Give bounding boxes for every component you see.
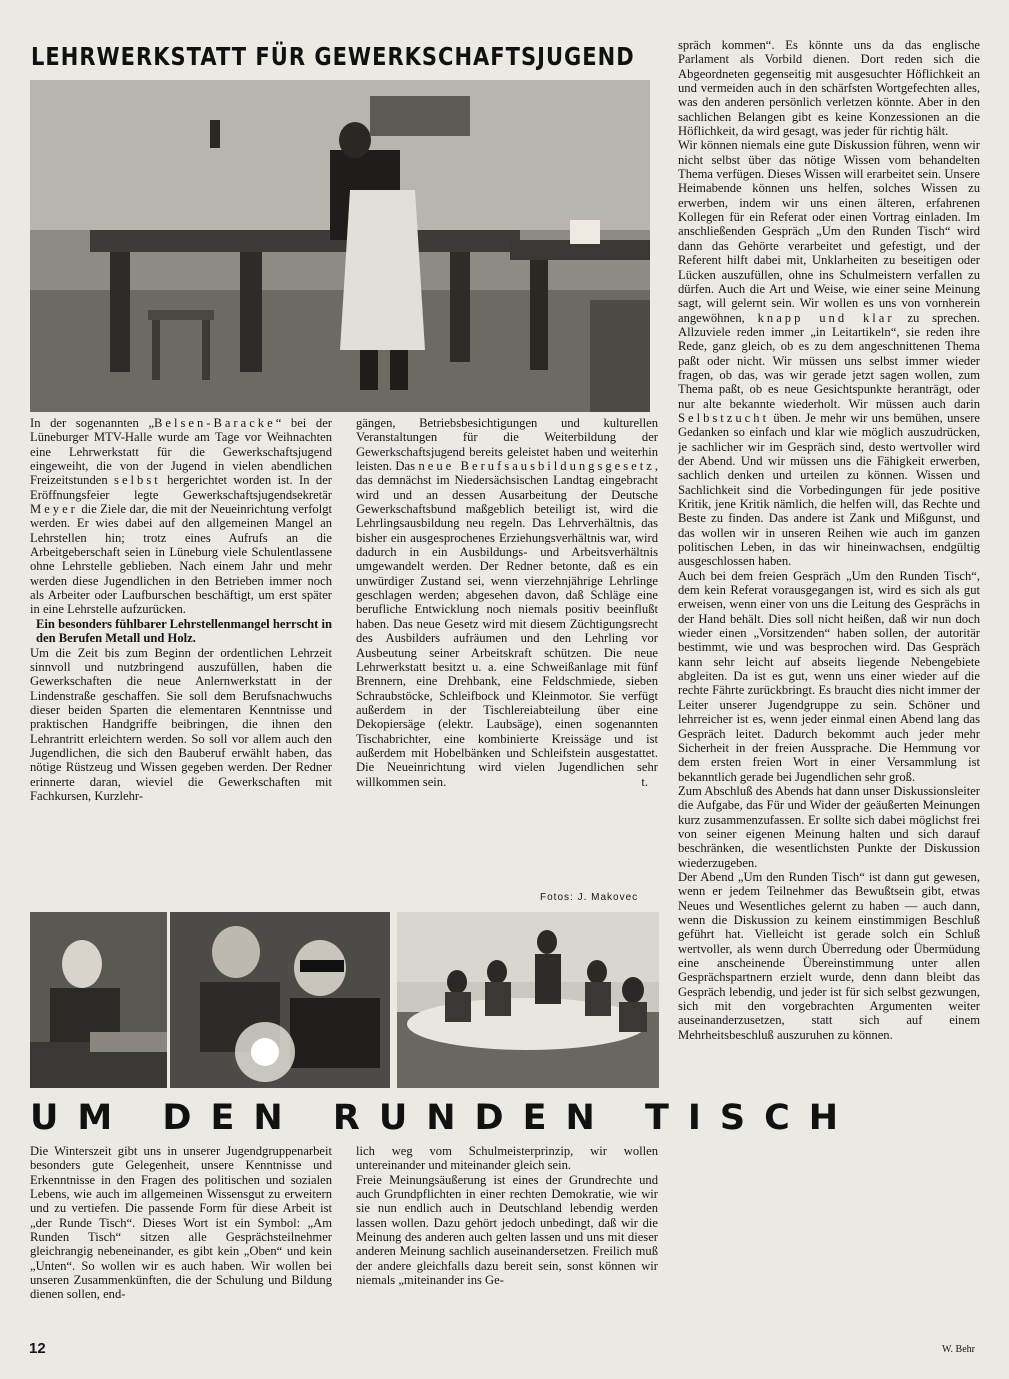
text-segment: “ bei der Lüneburger MTV-Halle wurde am Tage vor Weihnachten eine Lehrwerkstatt für die Gewerkschaftsjugend eingeweiht, die von der Jugend in vielen abendlichen Freizeitstunden: [30, 416, 332, 488]
text-segment: hergerichtet worden ist. In der Eröffnungsfeier legte Gewerkschaftsjugendsekretär: [30, 473, 332, 502]
paragraph-1: [356, 416, 658, 789]
emphasis-meyer: Meyer: [30, 502, 78, 517]
paragraph-5: [678, 870, 980, 1042]
photo-workshop: [30, 80, 650, 412]
emphasis-selbst: selbst: [114, 473, 161, 488]
page-number: 12: [29, 1340, 46, 1357]
emphasis-selbstzucht: Selbstzucht: [678, 410, 770, 425]
text-segment: gängen, Betriebsbesichtigungen und kulturellen Veranstaltungen für die Weiterbildung der Gewerkschaftsjugend bereits geleistet haben und weiterhin leisten. Das: [356, 416, 658, 474]
author-signature: W. Behr: [942, 1344, 975, 1355]
text-segment: , das demnächst im Niedersächsischen Landtag eingebracht wird und an dessen Ausarbeitung der Deutsche Gewerkschaftsbund maßgeblich beteiligt ist, wird die Lehrlingsausbildung neu regeln. Das Lehrverhältnis, das bisher ein ausgesprochenes Erziehungsverhältnis war, wird dadurch in ein Ausbildungs- und Arbeitsverhältnis umgewandelt werden. Der Redner betonte, daß es ein unwürdiger Zustand sei, wenn vierzehnjährige Lehrlinge geschlagen werden; abgesehen davon, daß Schläge eine berufliche Entwicklung noch niemals positiv beeinflußt haben. Das neue Gesetz wird mit diesem Züchtigungsrecht des Ausbilders aufräumen und den Lehrling vor Ausbeutung seiner Arbeitskraft schützen. Die neue Lehrwerkstatt besitzt u. a. eine Schweißanlage mit fünf Brennern, eine Drehbank, eine Feldschmiede, sieben Schraubstöcke, Schleifbock und Kleinmotor. Sie verfügt außerdem in der Tischlereiabteilung über eine Dekopiersäge (elektr. Laubsäge), einen sogenannten Tischabrichter, eine kombinierte Kreissäge und ist außerdem mit Hobelbänken und Schleifstein ausgestattet. Die Neueinrichtung wird vielen Jugendlichen sehr willkommen sein.: [356, 459, 658, 789]
paragraph-2: [356, 1173, 658, 1288]
author-initial: t.: [641, 774, 648, 789]
text-segment: Freie Meinungsäußerung ist eines der Grundrechte und auch Grundpflichten in einer rechten Demokratie, wie wir sie nun endlich auch in Deutschland lebendig werden lassen wollen. Dazu gehört jedoch unbedingt, daß wir die Meinung des anderen auch gelten lassen und uns mit dieser anderen Meinung sachlich auseinandersetzen. Freilich muß der andere gleichfalls dazu bereit sein, sonst können wir niemals „miteinander ins Ge-: [356, 1172, 658, 1288]
photo-welding: [170, 912, 390, 1088]
emphasis-knapp-und-klar: knapp und klar: [757, 310, 895, 325]
photo-welding-image: [170, 912, 390, 1088]
text-segment: Der Abend „Um den Runden Tisch“ ist dann gut gewesen, wenn er jedem Teilnehmer das Bewußtsein gibt, etwas Neues und Wesentliches gelernt zu haben — auch dann, wenn die Diskussion zu keinem einstimmigen Beschluß geführt hat. Vielleicht ist gerade solch ein Schluß wertvoller, als wenn durch Überredung oder Übermüdung eine anscheinende Übereinstimmung unter allen Gesprächspartnern erzielt wurde, denn dann bleibt das Gespräch lebendig, und jeder ist für sich selbst gezwungen, sich mit den vorgebrachten Argumenten weiter auseinanderzusetzen, statt sich auf einem Mehrheitsbeschluß auszuruhen zu können.: [678, 869, 980, 1042]
photo-round-table: [397, 912, 659, 1088]
text-segment: Um die Zeit bis zum Beginn der ordentlichen Lehrzeit sinnvoll und nutzbringend auszufüllen, haben die Gewerkschaften die neue Anlernwerkstatt in der Lindenstraße geschaffen. Sie soll dem Berufsnachwuchs dieser beiden Sparten die elementaren Kenntnisse und praktischen Handgriffe beibringen, die ihnen den Lehrantritt erleichtern werden. So soll vor allem auch den Jugendlichen, die sich den Bauberuf erwählt haben, das nötige Rüstzeug und Wissen gegeben werden. Der Redner erinnerte daran, wieviel die Gewerkschaften mit Fachkursen, Kurzlehr-: [30, 645, 332, 803]
article-column-5: [356, 1144, 658, 1364]
text-segment: Ein besonders fühlbarer Lehrstellenmangel herrscht in den Berufen Metall und Holz.: [36, 616, 332, 646]
paragraph-4: [678, 784, 980, 870]
paragraph-2: [678, 138, 980, 568]
article-column-1: [30, 416, 332, 904]
photo-apprentice-image: [30, 912, 167, 1088]
article-column-2: [356, 416, 658, 894]
text-segment: Wir können niemals eine gute Diskussion führen, wenn wir nicht selbst über das nötige Wissen vom behandelten Thema verfügen. Dieses Wissen will erarbeitet sein. Unsere Heimabende können uns helfen, solches Wissen zu erwerben, indem wir uns einen älteren, erfahrenen Kollegen für ein Referat oder einen Vortrag einladen. Im anschließenden Gespräch „Um den Runden Tisch“ wird dann das Gehörte verarbeitet und gefestigt, und der Referent hilft dabei mit, Unklarheiten zu beseitigen oder Lücken auszufüllen, ohne ins Schulmeistern verfallen zu dürfen. Auch die Art und Weise, wie einer seine Meinung sagt, will gelernt sein. Wir wollen es uns von vornherein angewöhnen,: [678, 138, 980, 325]
headline-lehrwerkstatt: LEHRWERKSTATT FÜR GEWERKSCHAFTSJUGEND: [31, 42, 635, 71]
paragraph-2: [30, 646, 332, 804]
bold-subheading: [30, 617, 332, 646]
text-segment: zu sprechen. Allzuviele reden immer „in Leitartikeln“, sie reden ihre Rede, ganz gleich, ob es zu dem angeschnittenen Thema paßt oder nicht. Wir müssen uns selbst immer wieder fragen, ob das, was wir gerade jetzt sagen wollen, zum Thema paßt, ob es neue Gesichtspunkte heranträgt, oder nur alte bekannte wiederholt. Wir müssen auch darin: [678, 310, 980, 411]
paragraph-3: [678, 569, 980, 784]
photo-round-table-image: [397, 912, 659, 1088]
text-segment: spräch kommen“. Es könnte uns da das englische Parlament als Vorbild dienen. Dort reden sich die Abgeordneten gegenseitig mit ausgesuchter Höflichkeit an und vermeiden auch in den schärfsten Wortgefechten alles, was den anderen persönlich verletzen könnte. Aber in den sachlichen Belangen gibt es keine Konzessionen an die Höflichkeit, da wird gesagt, was jeder für richtig hält.: [678, 38, 980, 139]
text-segment: Auch bei dem freien Gespräch „Um den Runden Tisch“, dem kein Referat vorausgegangen ist, wird es sich als gut erweisen, wenn einer von uns die Leitung des Gesprächs in der Hand behält. Dies soll nicht heißen, daß wir nun doch wieder einen „Vorsitzenden“ haben sollen, der autoritär bestimmt, wie und was besprochen wird. Das Gespräch kann sehr leicht auf abseits liegende Nebengebiete abgleiten. Da ist es gut, wenn uns einer wieder auf die rechte Fährte zurückbringt. Es braucht dies nicht immer der Leiter unserer Jugendgruppe zu sein. Schöner und lehrreicher ist es, wenn jeder einmal einen Abend lang das Gespräch leitet. Dadurch bekommt auch jeder mehr Sicherheit in der freien Aussprache. Die Hemmung vor dem ersten freien Wort in einer Versammlung ist bekanntlich gerade bei Jugendlichen sehr groß.: [678, 568, 980, 784]
paragraph-1: [678, 38, 980, 138]
article-column-4: [30, 1144, 332, 1340]
text-segment: üben. Je mehr wir uns bemühen, unsere Gedanken so einfach und klar wie möglich auszudrücken, je sachlicher wir im Gespräch sind, desto wertvoller wird der Abend. Und wir müssen uns die Fähigkeit erwerben, sachlich denken und urteilen zu können. Wissen und Sachlichkeit sind die Vorbedingungen für jede positive Kritik, jene Kritik nämlich, die helfen will, das Rechte und Beste zu finden. Das andere ist Zank und Mißgunst, und das wollen wir in unseren Reihen wie auch im ganzen politischen Leben, in das wir hineinwachsen, endgültig ausgeschlossen haben.: [678, 410, 980, 569]
text-segment: Die Winterszeit gibt uns in unserer Jugendgruppenarbeit besonders gute Gelegenheit, unsere Kenntnisse und Erkenntnisse in den Fragen des politischen und sozialen Lebens, wie auch im allgemeinen Wissensgut zu erweitern und zu vertiefen. Die passende Form für diese Arbeit ist „der Runde Tisch“. Dieses Wort ist ein Symbol: „Am Runden Tisch“ sitzen alle Gesprächsteilnehmer gleichrangig nebeneinander, es gibt kein „Oben“ und kein „Unten“. So wollen wir es auch haben. Wir wollen bei unseren Zusammenkünften, die der Schulung und Bildung dienen sollen, end-: [30, 1144, 332, 1302]
emphasis-berufsausbildungsgesetz: neue Berufsausbildungsgesetz: [418, 459, 655, 474]
article-column-3: [678, 38, 980, 1360]
emphasis-belsen-baracke: Belsen-Baracke: [153, 416, 276, 430]
photo-apprentice: [30, 912, 167, 1088]
text-segment: Zum Abschluß des Abends hat dann unser Diskussionsleiter die Aufgabe, das Für und Wider der geäußerten Meinungen kurz zusammenzufassen. Er sollte sich dabei möglichst frei von seiner eigenen Meinung halten und sich darauf beschränken, die wesentlichsten Punkte der Diskussion wiederzugeben.: [678, 783, 980, 870]
text-segment: In der sogenannten „: [30, 416, 154, 430]
paragraph-1: [356, 1144, 658, 1173]
paragraph-1: [30, 1144, 332, 1302]
photo-credit: Fotos: J. Makovec: [540, 892, 639, 903]
headline-runder-tisch: UM DEN RUNDEN TISCH: [30, 1098, 858, 1138]
paragraph-1: [30, 416, 332, 617]
photo-workshop-image: [30, 80, 650, 412]
text-segment: lich weg vom Schulmeisterprinzip, wir wollen untereinander und miteinander gleich sein.: [356, 1144, 658, 1173]
text-segment: die Ziele dar, die mit der Neueinrichtung verfolgt werden. Er wies dabei auf den allgemeinen Mangel an Lehrstellen hin; trotz eines Aufrufs an die Arbeitgeberschaft seien in Lüneburg viele Schulentlassene ohne Lehrstelle geblieben. Nach einem Jahr und mehr werden diese Jugendlichen in den Betrieben immer noch als Arbeiter oder Laufburschen beschäftigt, um erst später in eine Lehrstelle aufzurücken.: [30, 502, 332, 617]
